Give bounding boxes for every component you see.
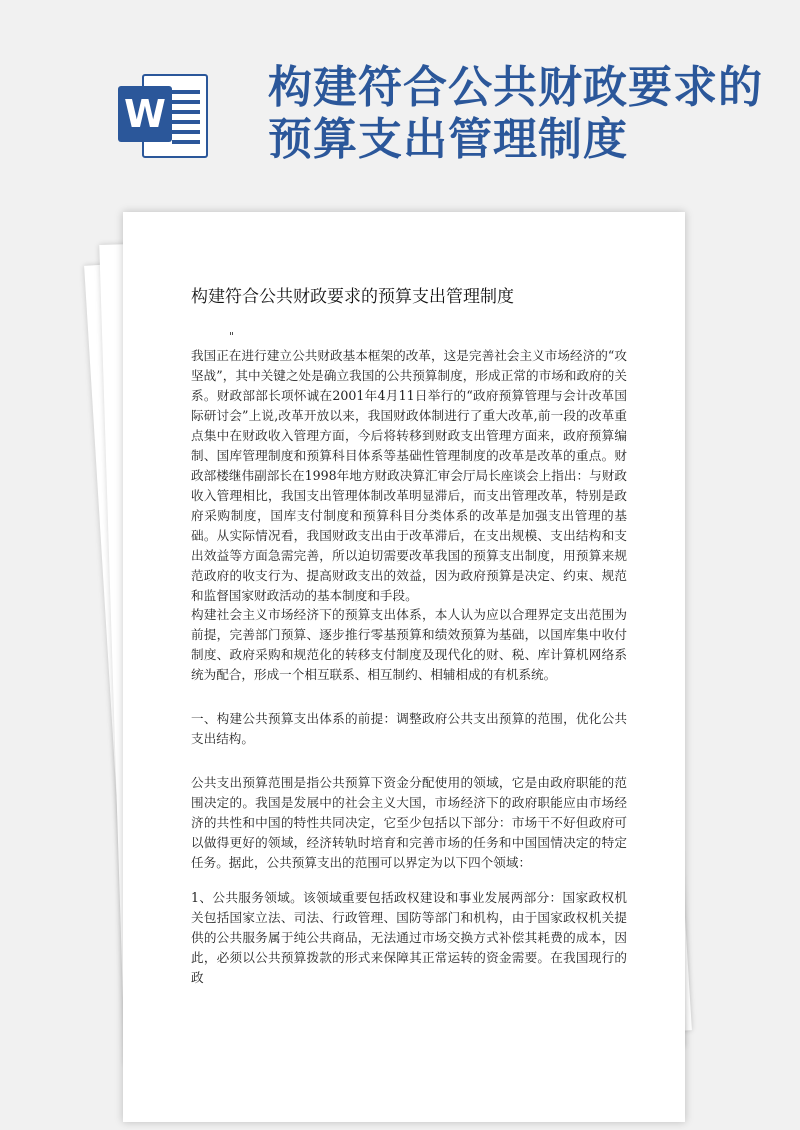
document-page <box>123 212 685 1122</box>
paragraph-3: 一、构建公共预算支出体系的前提：调整政府公共支出预算的范围，优化公共支出结构。 <box>191 711 627 746</box>
banner-title: 构建符合公共财政要求的预算支出管理制度 <box>268 62 763 165</box>
paragraph-1: 我国正在进行建立公共财政基本框架的改革，这是完善社会主义市场经济的“攻坚战”，其中关键之处是确立我国的公共预算制度，形成正常的市场和政府的关系。财政部部长项怀诚在2001年4月11日举行的“政府预算管理与会计改革国际研讨会”上说,改革开放以来，我国财政体制进行了重大改革,前一段的改革重点集中在财政收入管理方面，今后将转移到财政支出管理方面来，政府预算编制、国库管理制度和预算科目体系等基础性管理制度的改革是改革的重点。财政部楼继伟副部长在1998年地方财政决算汇审会厅局长座谈会上指出：与财政收入管理相比，我国支出管理体制改革明显滞后，而支出管理改革，特别是政府采购制度，国库支付制度和预算科目分类体系的改革是加强支出管理的基础。从实际情况看，我国财政支出由于改革滞后，在支出规模、支出结构和支出效益等方面急需完善，所以迫切需要改革我国的预算支出制度，用预算来规范政府的收支行为、提高财政支出的效益，因为政府预算是决定、约束、规范和监督国家财政活动的基本制度和手段。 <box>191 348 627 603</box>
quote-mark: " <box>229 330 235 343</box>
word-document-icon <box>116 68 212 164</box>
paragraph-5: 1、公共服务领域。该领域重要包括政权建设和事业发展两部分：国家政权机关包括国家立法、司法、行政管理、国防等部门和机构，由于国家政权机关提供的公共服务属于纯公共商品，无法通过市场交换方式补偿其耗费的成本，因此，必须以公共预算拨款的形式来保障其正常运转的资金需要。在我国现行的政 <box>191 890 627 985</box>
paragraph-4: 公共支出预算范围是指公共预算下资金分配使用的领域，它是由政府职能的范围决定的。我国是发展中的社会主义大国，市场经济下的政府职能应由市场经济的共性和中国的特性共同决定，它至少包括以下部分：市场干不好但政府可以做得更好的领域，经济转轨时培育和完善市场的任务和中国国情决定的特定任务。据此，公共预算支出的范围可以界定为以下四个领域： <box>191 775 627 870</box>
word-w-badge: W <box>118 86 172 142</box>
document-title: 构建符合公共财政要求的预算支出管理制度 <box>191 287 514 307</box>
banner <box>0 0 800 200</box>
paragraph-2: 构建社会主义市场经济下的预算支出体系，本人认为应以合理界定支出范围为前提，完善部门预算、逐步推行零基预算和绩效预算为基础，以国库集中收付制度、政府采购和规范化的转移支付制度及现代化的财、税、库计算机网络系统为配合，形成一个相互联系、相互制约、相辅相成的有机系统。 <box>191 607 627 682</box>
